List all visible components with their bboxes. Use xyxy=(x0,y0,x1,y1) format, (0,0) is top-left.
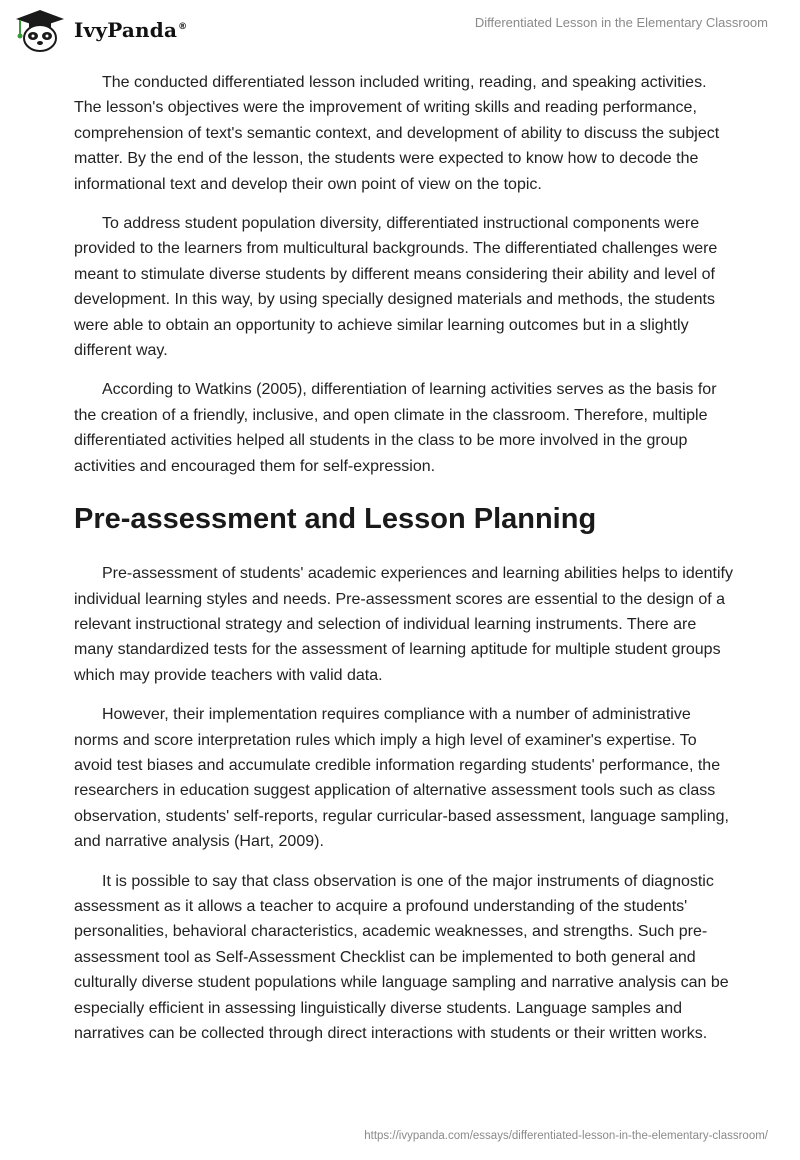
ivypanda-logo[interactable] xyxy=(12,8,187,52)
source-url[interactable]: https://ivypanda.com/essays/differentiated-lesson-in-the-elementary-classroom/ xyxy=(364,1130,768,1142)
paragraph: It is possible to say that class observation is one of the major instruments of diagnostic assessment as it allows a teacher to acquire a profound understanding of the students' personalities, behavioral characteristics, academic weaknesses, and strengths. Such pre-assessment tool as Self-Assessment Checklist can be implemented to both general and culturally diverse student populations while language sampling and narrative analysis can be especially efficient in assessing linguistically diverse students. Language samples and narratives can be collected through direct interactions with students or their written works. xyxy=(74,872,729,1042)
section-heading: Pre-assessment and Lesson Planning xyxy=(74,503,597,536)
paragraph: The conducted differentiated lesson included writing, reading, and speaking activities. The lesson's objectives were the improvement of writing skills and reading performance, comprehension of text's semantic context, and development of ability to discuss the subject matter. By the end of the lesson, the students were expected to know how to decode the informational text and develop their own point of view on the topic. xyxy=(74,74,720,193)
document-title: Differentiated Lesson in the Elementary Classroom xyxy=(474,15,768,30)
registered-mark: ® xyxy=(178,22,188,33)
page-header xyxy=(0,0,800,60)
paragraph: However, their implementation requires compliance with a number of administrative norms and score interpretation rules which imply a high level of examiner's expertise. To avoid test biases and accumulate credible information regarding students' performance, the researchers in education suggest application of alternative assessment tools such as class observation, students' self-reports, regular curricular-based assessment, language sampling, and narrative analysis (Hart, 2009). xyxy=(74,706,729,851)
brand-name: IvyPanda® xyxy=(74,18,188,42)
panda-graduation-cap-icon xyxy=(12,8,68,52)
paragraph: To address student population diversity, differentiated instructional components were provided to the learners from multicultural backgrounds. The differentiated challenges were meant to stimulate diverse students by different means considering their ability and level of development. In this way, by using specially designed materials and methods, the students were able to obtain an opportunity to achieve similar learning outcomes but in a slightly different way. xyxy=(74,215,718,360)
paragraph: According to Watkins (2005), differentiation of learning activities serves as the basis for the creation of a friendly, inclusive, and open climate in the classroom. Therefore, multiple differentiated activities helped all students in the class to be more involved in the group activities and encouraged them for self-expression. xyxy=(74,381,717,475)
essay-body xyxy=(74,70,734,1060)
paragraph: Pre-assessment of students' academic experiences and learning abilities helps to identify individual learning styles and needs. Pre-assessment scores are essential to the design of a relevant instructional strategy and selection of individual learning instruments. There are many standardized tests for the assessment of learning aptitude for multiple student groups which may provide teachers with valid data. xyxy=(74,565,733,684)
